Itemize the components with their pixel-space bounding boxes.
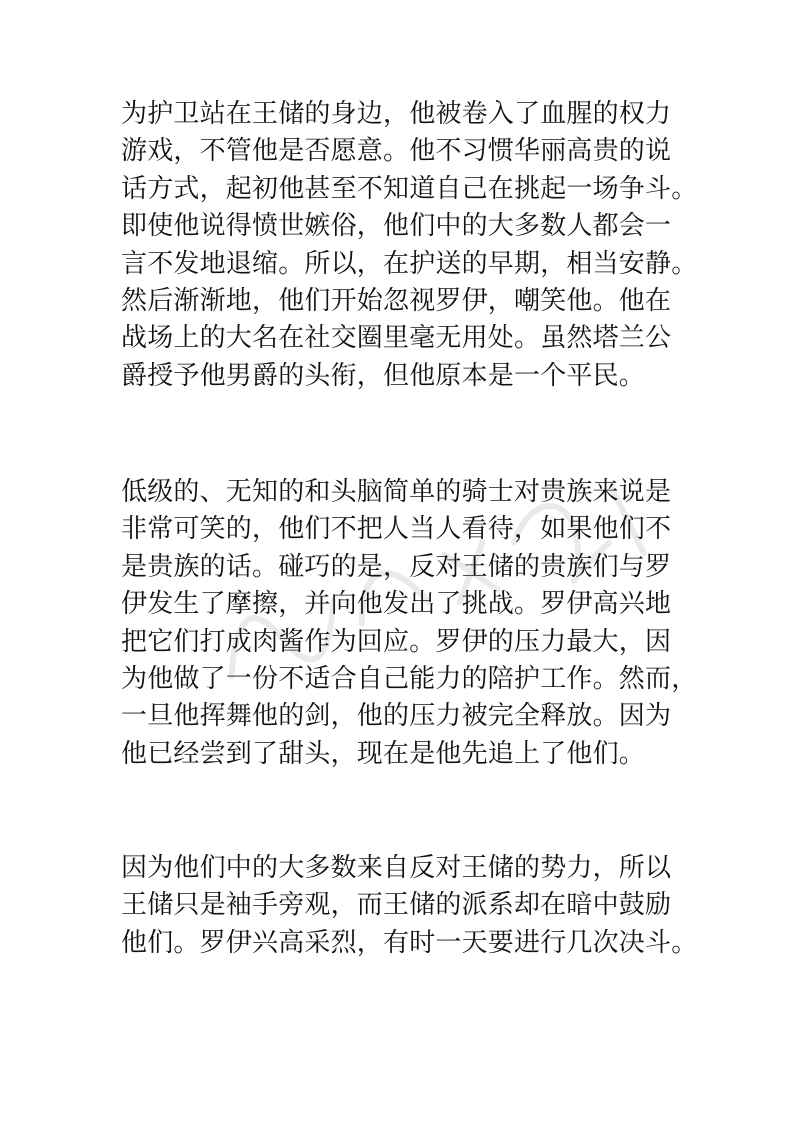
paragraph-2 [121,474,698,773]
text-line: 因为他们中的大多数来自反对王储的势力，所以 [121,853,672,883]
text-line: 爵授予他男爵的头衔，但他原本是一个平民。 [121,360,646,391]
text-line: 非常可笑的，他们不把人当人看待，如果他们不 [121,514,672,545]
text-line: 他们。罗伊兴高采烈，有时一天要进行几次决斗。 [121,927,698,958]
text-line: 把它们打成肉酱作为回应。罗伊的压力最大，因 [121,626,672,657]
text-line: 为他做了一份不适合自己能力的陪护工作。然而， [121,663,698,694]
text-line: 战场上的大名在社交圈里毫无用处。虽然塔兰公 [121,323,672,354]
text-line: 然后渐渐地，他们开始忽视罗伊，嘲笑他。他在 [121,285,672,316]
text-line: 他已经尝到了甜头，现在是他先追上了他们。 [121,738,646,769]
text-line: 王储只是袖手旁观，而王储的派系却在暗中鼓励 [121,890,672,921]
text-line: 是贵族的话。碰巧的是，反对王储的贵族们与罗 [121,551,672,582]
text-line: 为护卫站在王储的身边，他被卷入了血腥的权力 [121,99,672,129]
text-line: 话方式，起初他甚至不知道自己在挑起一场争斗。 [121,173,698,204]
text-line: 游戏，不管他是否愿意。他不习惯华丽高贵的说 [121,136,672,167]
text-line: 低级的、无知的和头脑简单的骑士对贵族来说是 [121,477,672,507]
text-line: 即使他说得愤世嫉俗，他们中的大多数人都会一 [121,211,672,242]
paragraph-3 [121,850,698,962]
text-line: 伊发生了摩擦，并向他发出了挑战。罗伊高兴地 [121,589,672,620]
text-line: 一旦他挥舞他的剑，他的压力被完全释放。因为 [121,701,672,732]
text-line: 言不发地退缩。所以，在护送的早期，相当安静。 [121,248,698,279]
paragraph-1 [121,96,698,395]
